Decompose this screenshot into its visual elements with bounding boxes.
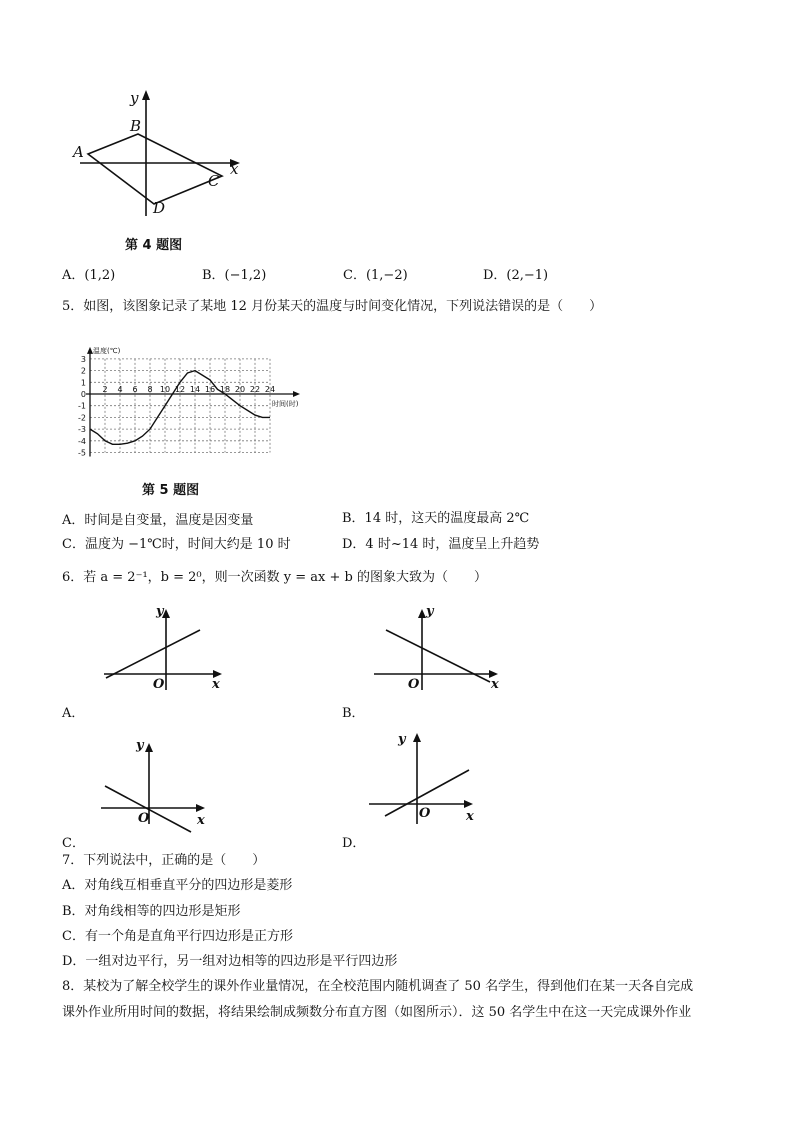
q5-option-d: D．4 时~14 时，温度呈上升趋势 <box>342 537 540 552</box>
x-tick-label: 10 <box>159 385 171 394</box>
x-tick-label: 8 <box>147 385 153 394</box>
x-tick-label: 16 <box>204 385 216 394</box>
q6-option-c: C． <box>62 836 85 851</box>
y-tick-label: -4 <box>78 436 86 446</box>
x-tick-label: 2 <box>102 385 108 394</box>
x-tick-label: 14 <box>189 385 201 394</box>
q7-option-c: C．有一个角是直角平行四边形是正方形 <box>62 929 293 944</box>
q6-graph-a-line <box>106 630 200 678</box>
q4-option-a: A．(1,2) <box>62 268 116 283</box>
x-axis-label: 时间(时) <box>272 400 299 408</box>
q8-line-1: 8．某校为了解全校学生的课外作业量情况，在全校范围内随机调查了 50 名学生，得到他们在某一天各自完成 <box>62 979 694 994</box>
q7-option-a: A．对角线互相垂直平分的四边形是菱形 <box>62 878 293 893</box>
q5-option-a: A．时间是自变量，温度是因变量 <box>62 513 254 528</box>
q6-stem: 6．若 a = 2⁻¹，b = 2⁰，则一次函数 y = ax + b 的图象大致为（ ） <box>62 570 487 585</box>
q6-graph-b-x: x <box>491 677 499 692</box>
q6-graph-b-origin: O <box>408 677 420 692</box>
y-tick-label: -1 <box>78 401 86 411</box>
q5-stem: 5．如图，该图象记录了某地 12 月份某天的温度与时间变化情况，下列说法错误的是（ ） <box>62 299 603 314</box>
q6-graph-a-x: x <box>212 677 220 692</box>
q4-option-c: C．(1,−2) <box>343 268 408 283</box>
q6-graph-a-origin: O <box>153 677 165 692</box>
q6-graph-a <box>100 604 230 696</box>
y-tick-label: 0 <box>80 390 86 399</box>
y-tick-label: 3 <box>80 354 86 364</box>
q6-graph-d-y: y <box>398 732 406 747</box>
y-tick-label: -2 <box>78 413 86 423</box>
q6-graph-c-y: y <box>136 738 144 753</box>
q4-option-b: B．(−1,2) <box>202 268 267 283</box>
y-tick-label: -3 <box>78 425 86 435</box>
x-tick-label: 20 <box>234 385 246 394</box>
rhombus-abcd <box>88 134 222 204</box>
x-tick-label: 24 <box>264 385 276 394</box>
q6-graph-d-origin: O <box>419 806 431 821</box>
q5-option-b: B．14 时，这天的温度最高 2℃ <box>342 511 530 526</box>
q7-option-b: B．对角线相等的四边形是矩形 <box>62 904 241 919</box>
x-tick-label: 18 <box>219 385 231 394</box>
q6-graph-c-x: x <box>197 813 205 828</box>
x-tick-label: 22 <box>249 385 261 394</box>
q6-graph-d-x: x <box>466 809 474 824</box>
q4-y-label: y <box>130 89 139 107</box>
q6-graph-c-origin: O <box>138 811 150 826</box>
q6-option-b: B． <box>342 706 365 721</box>
q4-caption: 第 4 题图 <box>125 238 183 253</box>
y-tick-label: 2 <box>80 366 86 376</box>
q4-option-d: D．(2,−1) <box>483 268 549 283</box>
q5-caption: 第 5 题图 <box>142 483 200 498</box>
q6-option-a: A． <box>62 706 85 721</box>
y-tick-label: 1 <box>80 378 86 388</box>
x-tick-label: 12 <box>174 385 186 394</box>
x-axis-arrow <box>293 391 300 397</box>
x-tick-label: 6 <box>132 385 138 394</box>
q4-point-b: B <box>130 117 142 135</box>
q4-point-c: C <box>208 172 220 190</box>
q4-point-a: A <box>73 143 84 161</box>
q6-graph-b <box>370 604 510 696</box>
q5-temperature-chart <box>62 330 302 475</box>
q6-graph-b-y: y <box>426 604 434 619</box>
y-tick-label: -5 <box>78 448 86 458</box>
q8-line-2: 课外作业所用时间的数据，将结果绘制成频数分布直方图（如图所示）．这 50 名学生中在这一天完成课外作业 <box>62 1005 692 1020</box>
q5-option-c: C．温度为 −1℃时，时间大约是 10 时 <box>62 537 291 552</box>
y-axis-label: 温度(℃) <box>93 346 121 355</box>
q7-stem: 7．下列说法中，正确的是（ ） <box>62 853 266 868</box>
q6-graph-a-y: y <box>156 604 164 619</box>
q4-point-d: D <box>153 199 166 217</box>
q4-x-label: x <box>230 160 239 178</box>
x-tick-label: 4 <box>117 385 123 394</box>
q7-option-d: D．一组对边平行，另一组对边相等的四边形是平行四边形 <box>62 954 398 969</box>
q6-option-d: D． <box>342 836 366 851</box>
